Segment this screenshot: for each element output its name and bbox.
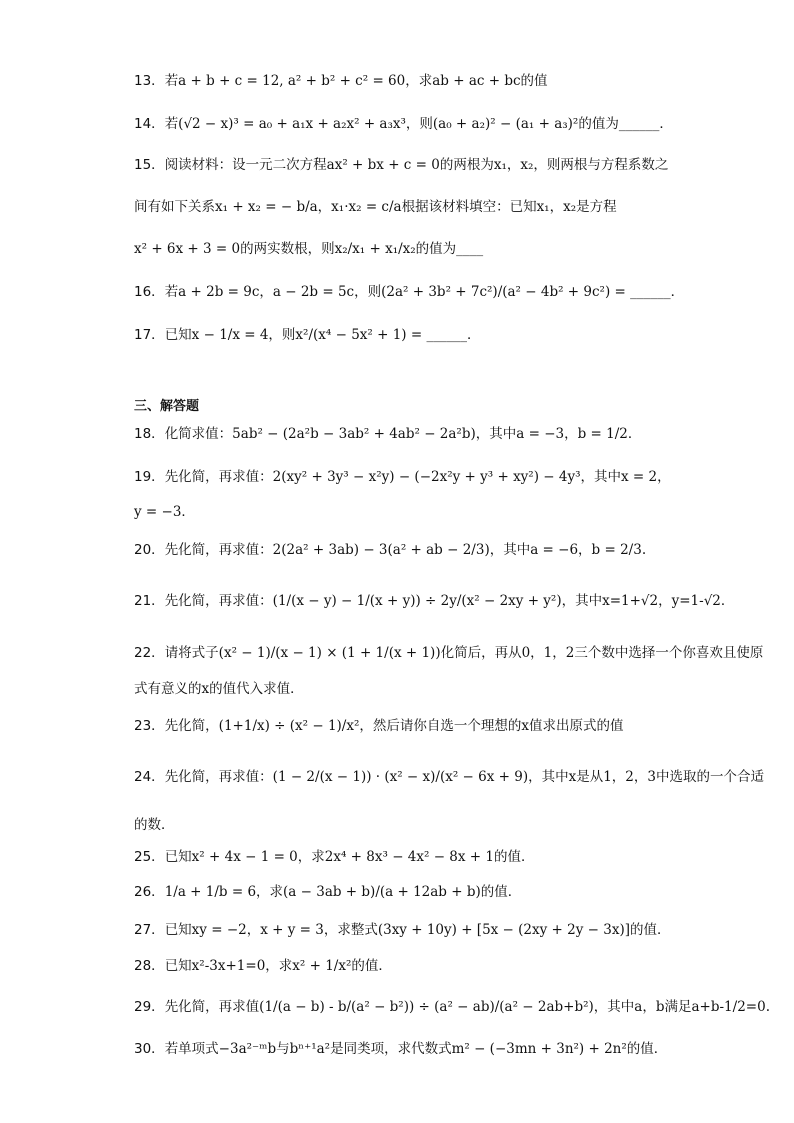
question-number: 28． xyxy=(134,958,165,974)
question-19-cont xyxy=(134,502,195,522)
question-23 xyxy=(134,716,624,736)
question-21 xyxy=(134,591,734,611)
question-text: 若单项式−3a²⁻ᵐb与bⁿ⁺¹a²是同类项，求代数式m² − (−3mn + 3n²) + 2n²的值． xyxy=(164,1041,668,1057)
question-text: 已知xy = −2，x + y = 3，求整式(3xy + 10y) + [5x − (2xy + 2y − 3x)]的值． xyxy=(164,922,671,938)
question-text: 先化简，(1+1/x) ÷ (x² − 1)/x²，然后请你自选一个理想的x值求出原式的值 xyxy=(164,718,624,734)
question-26 xyxy=(134,882,521,902)
question-text: 先化简，再求值：2(xy² + 3y³ − x²y) − (−2x²y + y³ + xy²) − 4y³，其中x = 2， xyxy=(164,469,671,485)
question-28 xyxy=(134,956,392,976)
question-20 xyxy=(134,540,646,560)
question-number: 20． xyxy=(134,542,165,558)
question-number: 21． xyxy=(134,593,165,609)
question-text: 先化简，再求值：2(2a² + 3ab) − 3(a² + ab − 2/3)，其中a = −6，b = 2/3. xyxy=(164,542,647,558)
question-13 xyxy=(134,71,548,91)
question-number: 17． xyxy=(134,327,165,343)
question-text: 先化简，再求值：(1 − 2/(x − 1)) · (x² − x)/(x² − 6x + 9)，其中x是从1，2，3中选取的一个合适 xyxy=(164,769,764,785)
question-18 xyxy=(134,424,641,444)
question-29 xyxy=(134,997,770,1017)
question-text: 若(√2 − x)³ = a₀ + a₁x + a₂x² + a₃x³，则(a₀ + a₂)² − (a₁ + a₃)²的值为______． xyxy=(164,116,673,132)
question-number: 23． xyxy=(134,718,165,734)
question-number: 15． xyxy=(134,157,165,173)
question-text: 已知x − 1/x = 4，则x²/(x⁴ − 5x² + 1) = ______． xyxy=(164,327,481,343)
question-text: 化简求值：5ab² − (2a²b − 3ab² + 4ab² − 2a²b)，其中a = −3，b = 1/2． xyxy=(164,426,642,442)
question-24 xyxy=(134,767,764,787)
question-number: 14． xyxy=(134,116,165,132)
question-number: 16． xyxy=(134,284,165,300)
question-24-cont xyxy=(134,815,175,835)
question-text: x² + 6x + 3 = 0的两实数根，则x₂/x₁ + x₁/x₂的值为____ xyxy=(134,241,484,257)
question-number: 25． xyxy=(134,849,165,865)
question-text: 间有如下关系x₁ + x₂ = − b/a，x₁·x₂ = c/a根据该材料填空：已知x₁，x₂是方程 xyxy=(134,199,617,215)
question-text: 先化简，再求值(1/(a − b) - b/(a² − b²)) ÷ (a² − ab)/(a² − 2ab+b²)，其中a，b满足a+b-1/2=0. xyxy=(164,999,770,1015)
section-title: 三、解答题 xyxy=(134,399,200,414)
question-text: y = −3． xyxy=(134,504,195,520)
question-15-cont-2 xyxy=(134,239,483,259)
question-19 xyxy=(134,467,671,487)
question-16 xyxy=(134,282,684,302)
question-text: 已知x² + 4x − 1 = 0，求2x⁴ + 8x³ − 4x² − 8x + 1的值． xyxy=(164,849,535,865)
question-number: 27． xyxy=(134,922,165,938)
question-number: 30． xyxy=(134,1041,165,1057)
question-25 xyxy=(134,847,535,867)
question-text: 阅读材料：设一元二次方程ax² + bx + c = 0的两根为x₁，x₂，则两根与方程系数之 xyxy=(164,157,669,173)
question-text: 式有意义的x的值代入求值． xyxy=(134,681,304,697)
question-number: 18． xyxy=(134,426,165,442)
question-text: 的数． xyxy=(134,817,175,833)
question-17 xyxy=(134,325,480,345)
question-22 xyxy=(134,643,763,663)
question-number: 22． xyxy=(134,645,165,661)
question-number: 26． xyxy=(134,884,165,900)
question-number: 13． xyxy=(134,73,165,89)
question-15-cont-1 xyxy=(134,197,617,217)
question-text: 若a + 2b = 9c，a − 2b = 5c，则(2a² + 3b² + 7c²)/(a² − 4b² + 9c²) = ______． xyxy=(164,284,685,300)
question-22-cont xyxy=(134,679,304,699)
question-number: 29． xyxy=(134,999,165,1015)
question-15 xyxy=(134,155,668,175)
question-text: 请将式子(x² − 1)/(x − 1) × (1 + 1/(x + 1))化简后，再从0，1，2三个数中选择一个你喜欢且使原 xyxy=(164,645,764,661)
question-number: 24． xyxy=(134,769,165,785)
question-30 xyxy=(134,1039,667,1059)
question-27 xyxy=(134,920,671,940)
question-number: 19． xyxy=(134,469,165,485)
question-14 xyxy=(134,114,673,134)
question-text: 若a + b + c = 12, a² + b² + c² = 60，求ab + ac + bc的值 xyxy=(164,73,548,89)
question-text: 已知x²-3x+1=0，求x² + 1/x²的值． xyxy=(164,958,392,974)
question-text: 先化简，再求值：(1/(x − y) − 1/(x + y)) ÷ 2y/(x² − 2xy + y²)，其中x=1+√2，y=1-√2． xyxy=(164,593,735,609)
question-text: 1/a + 1/b = 6，求(a − 3ab + b)/(a + 12ab + b)的值． xyxy=(164,884,522,900)
